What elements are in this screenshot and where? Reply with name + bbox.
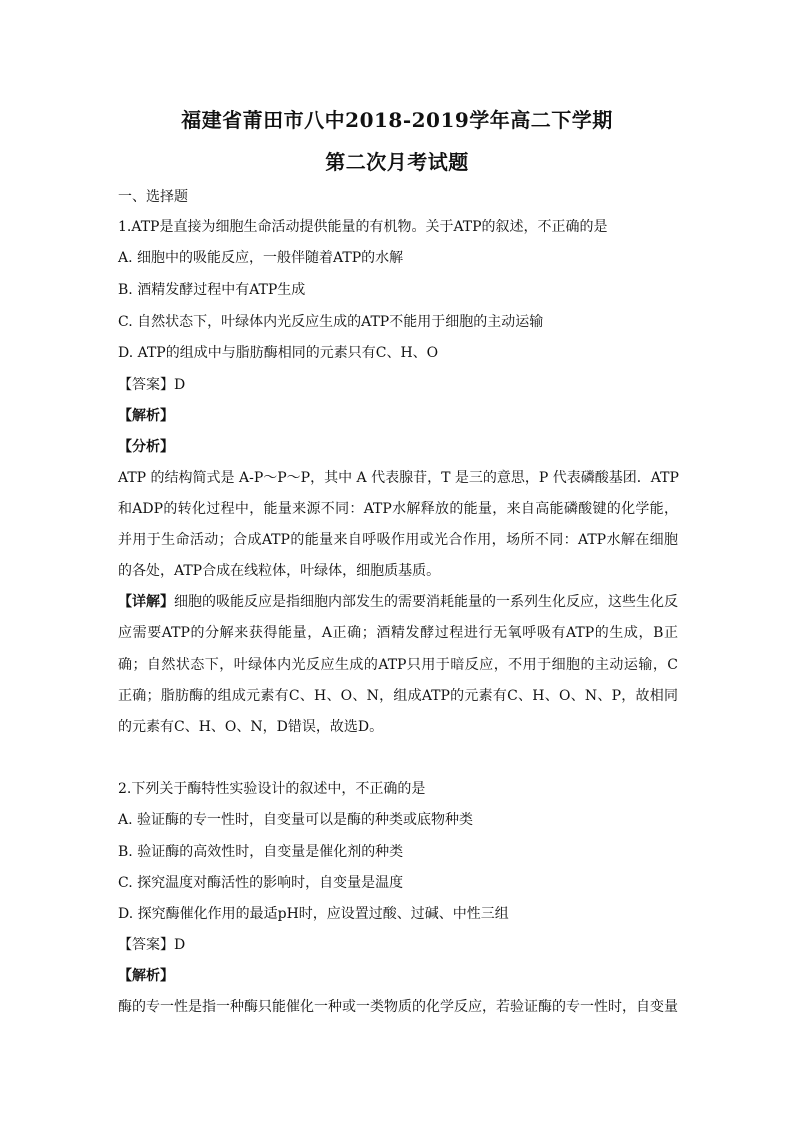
question-1-answer: 【答案】D (118, 377, 186, 393)
question-1-fenxi-line: 和ADP的转化过程中，能量来源不同：ATP水解释放的能量，来自高能磷酸键的化学能， (118, 501, 678, 517)
question-2-option-d: D. 探究酶催化作用的最适pH时，应设置过酸、过碱、中性三组 (118, 906, 509, 922)
question-1-fenxi-label: 【分析】 (118, 439, 174, 455)
question-1-option-a: A. 细胞中的吸能反应，一般伴随着ATP的水解 (118, 250, 404, 266)
question-1-detail-line: 应需要ATP的分解来获得能量，A正确；酒精发酵过程进行无氧呼吸有ATP的生成，B正 (118, 625, 678, 641)
question-1-fenxi-line: 并用于生命活动；合成ATP的能量来自呼吸作用或光合作用，场所不同：ATP水解在细胞 (118, 532, 678, 548)
question-2-option-a: A. 验证酶的专一性时，自变量可以是酶的种类或底物种类 (118, 812, 474, 828)
question-2-answer: 【答案】D (118, 937, 186, 953)
question-1-detail-line: 的元素有C、H、O、N，D错误，故选D。 (118, 719, 384, 735)
question-1-detail-text: 细胞的吸能反应是指细胞内部发生的需要消耗能量的一系列生化反应，这些生化反 (174, 594, 678, 610)
question-2-analysis-line: 酶的专一性是指一种酶只能催化一种或一类物质的化学反应，若验证酶的专一性时，自变量 (118, 999, 678, 1015)
question-2-option-c: C. 探究温度对酶活性的影响时，自变量是温度 (118, 875, 404, 891)
question-2-stem: 2.下列关于酶特性实验设计的叙述中，不正确的是 (118, 781, 426, 797)
question-1-detail-first-line (118, 593, 678, 611)
question-1-detail-line: 确；自然状态下，叶绿体内光反应生成的ATP只用于暗反应，不用于细胞的主动运输，C (118, 657, 678, 673)
question-1-detail-label: 【详解】 (118, 594, 174, 610)
question-1-fenxi-line: ATP 的结构简式是 A-P～P～P，其中 A 代表腺苷，T 是三的意思，P 代表磷酸基团．ATP (118, 470, 679, 486)
question-1-fenxi-line: 的各处，ATP合成在线粒体，叶绿体，细胞质基质。 (118, 563, 441, 579)
question-2-analysis-label: 【解析】 (118, 968, 174, 984)
question-1-analysis-label: 【解析】 (118, 408, 174, 424)
document-subtitle: 第二次月考试题 (325, 150, 469, 174)
question-1-detail-line: 正确；脂肪酶的组成元素有C、H、O、N，组成ATP的元素有C、H、O、N、P，故相同 (118, 688, 678, 704)
question-2-option-b: B. 验证酶的高效性时，自变量是催化剂的种类 (118, 844, 404, 860)
section-heading: 一、选择题 (118, 189, 188, 205)
question-1-option-c: C. 自然状态下，叶绿体内光反应生成的ATP不能用于细胞的主动运输 (118, 314, 544, 330)
question-1-option-d: D. ATP的组成中与脂肪酶相同的元素只有C、H、O (118, 345, 439, 361)
document-title: 福建省莆田市八中2018-2019学年高二下学期 (181, 108, 613, 132)
question-1-option-b: B. 酒精发酵过程中有ATP生成 (118, 282, 306, 298)
question-1-stem: 1.ATP是直接为细胞生命活动提供能量的有机物。关于ATP的叙述，不正确的是 (118, 219, 608, 235)
